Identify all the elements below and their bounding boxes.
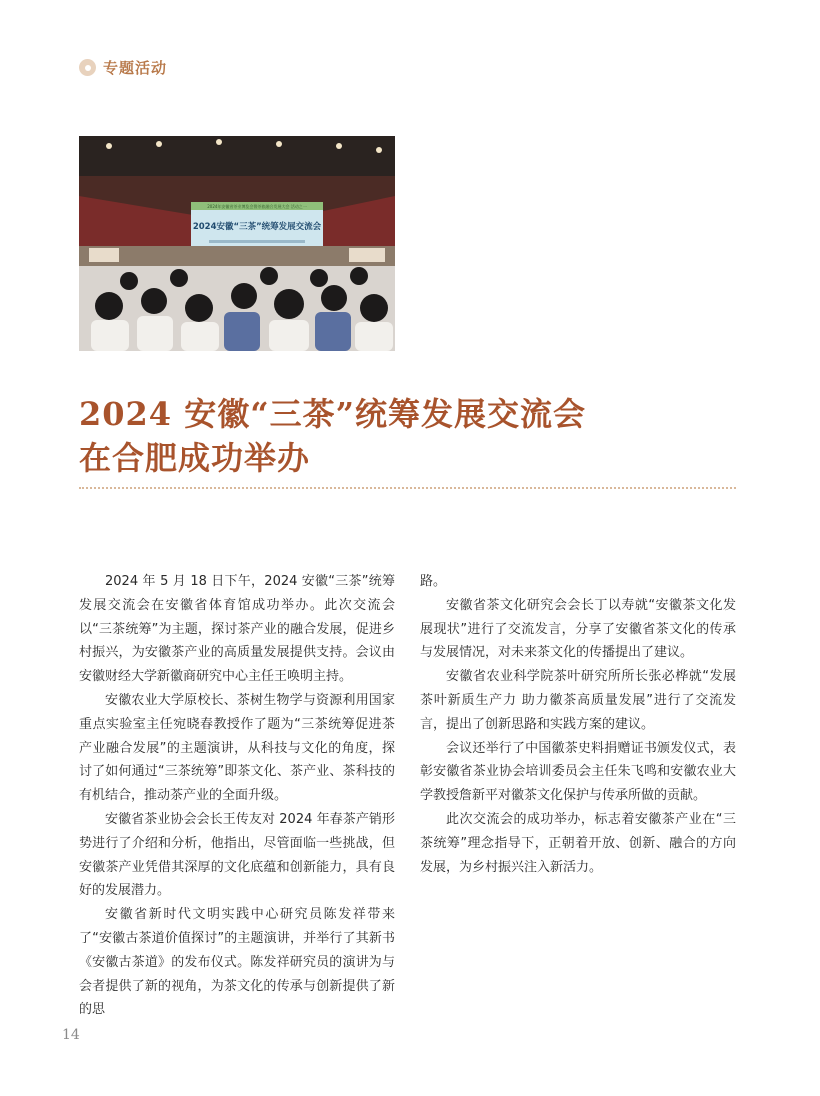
event-photo <box>79 136 395 351</box>
paragraph: 此次交流会的成功举办，标志着安徽茶产业在“三茶统筹”理念指导下，正朝着开放、创新、融合的方向发展，为乡村振兴注入新活力。 <box>420 811 736 875</box>
tea-leaf-icon <box>79 59 96 76</box>
paragraph: 会议还举行了中国徽茶史料捐赠证书颁发仪式，表彰安徽省茶业协会培训委员会主任朱飞鸣和安徽农业大学教授詹新平对徽茶文化保护与传承所做的贡献。 <box>420 740 736 804</box>
title-divider <box>79 487 736 489</box>
article-title <box>79 392 586 480</box>
section-label: 专题活动 <box>103 59 168 77</box>
screen-title: 2024安徽“三茶”统筹发展交流会 <box>192 222 322 232</box>
event-photo-illustration <box>79 136 395 351</box>
paragraph: 安徽省农业科学院茶叶研究所所长张必桦就“发展茶叶新质生产力 助力徽茶高质量发展”进行了交流发言，提出了创新思路和实践方案的建议。 <box>420 669 736 732</box>
banner-text: 2024年安徽省茶业博览会暨茶旅融合发展大会 活动之一 <box>207 204 307 209</box>
paragraph: 安徽农业大学原校长、茶树生物学与资源利用国家重点实验室主任宛晓春教授作了题为“三茶统筹促进茶产业融合发展”的主题演讲，从科技与文化的角度，探讨了如何通过“三茶统筹”即茶文化、茶产业、茶科技的有机结合，推动茶产业的全面升级。 <box>79 692 395 804</box>
paragraph: 2024 年 5 月 18 日下午，2024 安徽“三茶”统筹发展交流会在安徽省体育馆成功举办。此次交流会以“三茶统筹”为主题，探讨茶产业的融合发展，促进乡村振兴，为安徽茶产业的高质量发展提供支持。会议由安徽财经大学新徽商研究中心主任王唤明主持。 <box>79 574 395 685</box>
paragraph: 安徽省茶业协会会长王传友对 2024 年春茶产销形势进行了介绍和分析，他指出，尽管面临一些挑战，但安徽茶产业凭借其深厚的文化底蕴和创新能力，具有良好的发展潜力。 <box>79 811 395 899</box>
title-line-1: 2024 安徽“三茶”统筹发展交流会 <box>79 395 587 433</box>
paragraph-continuation: 路。 <box>420 574 447 589</box>
title-line-2: 在合肥成功举办 <box>79 439 311 477</box>
right-column <box>420 570 736 879</box>
paragraph: 安徽省新时代文明实践中心研究员陈发祥带来了“安徽古茶道价值探讨”的主题演讲，并举行了其新书《安徽古茶道》的发布仪式。陈发祥研究员的演讲为与会者提供了新的视角，为茶文化的传承与创新提供了新的思 <box>79 907 395 1018</box>
section-tag <box>79 57 167 78</box>
left-column <box>79 570 395 1022</box>
page-number: 14 <box>62 1027 80 1043</box>
paragraph: 安徽省茶文化研究会会长丁以寿就“安徽茶文化发展现状”进行了交流发言，分享了安徽省茶文化的传承与发展情况，对未来茶文化的传播提出了建议。 <box>420 597 736 661</box>
